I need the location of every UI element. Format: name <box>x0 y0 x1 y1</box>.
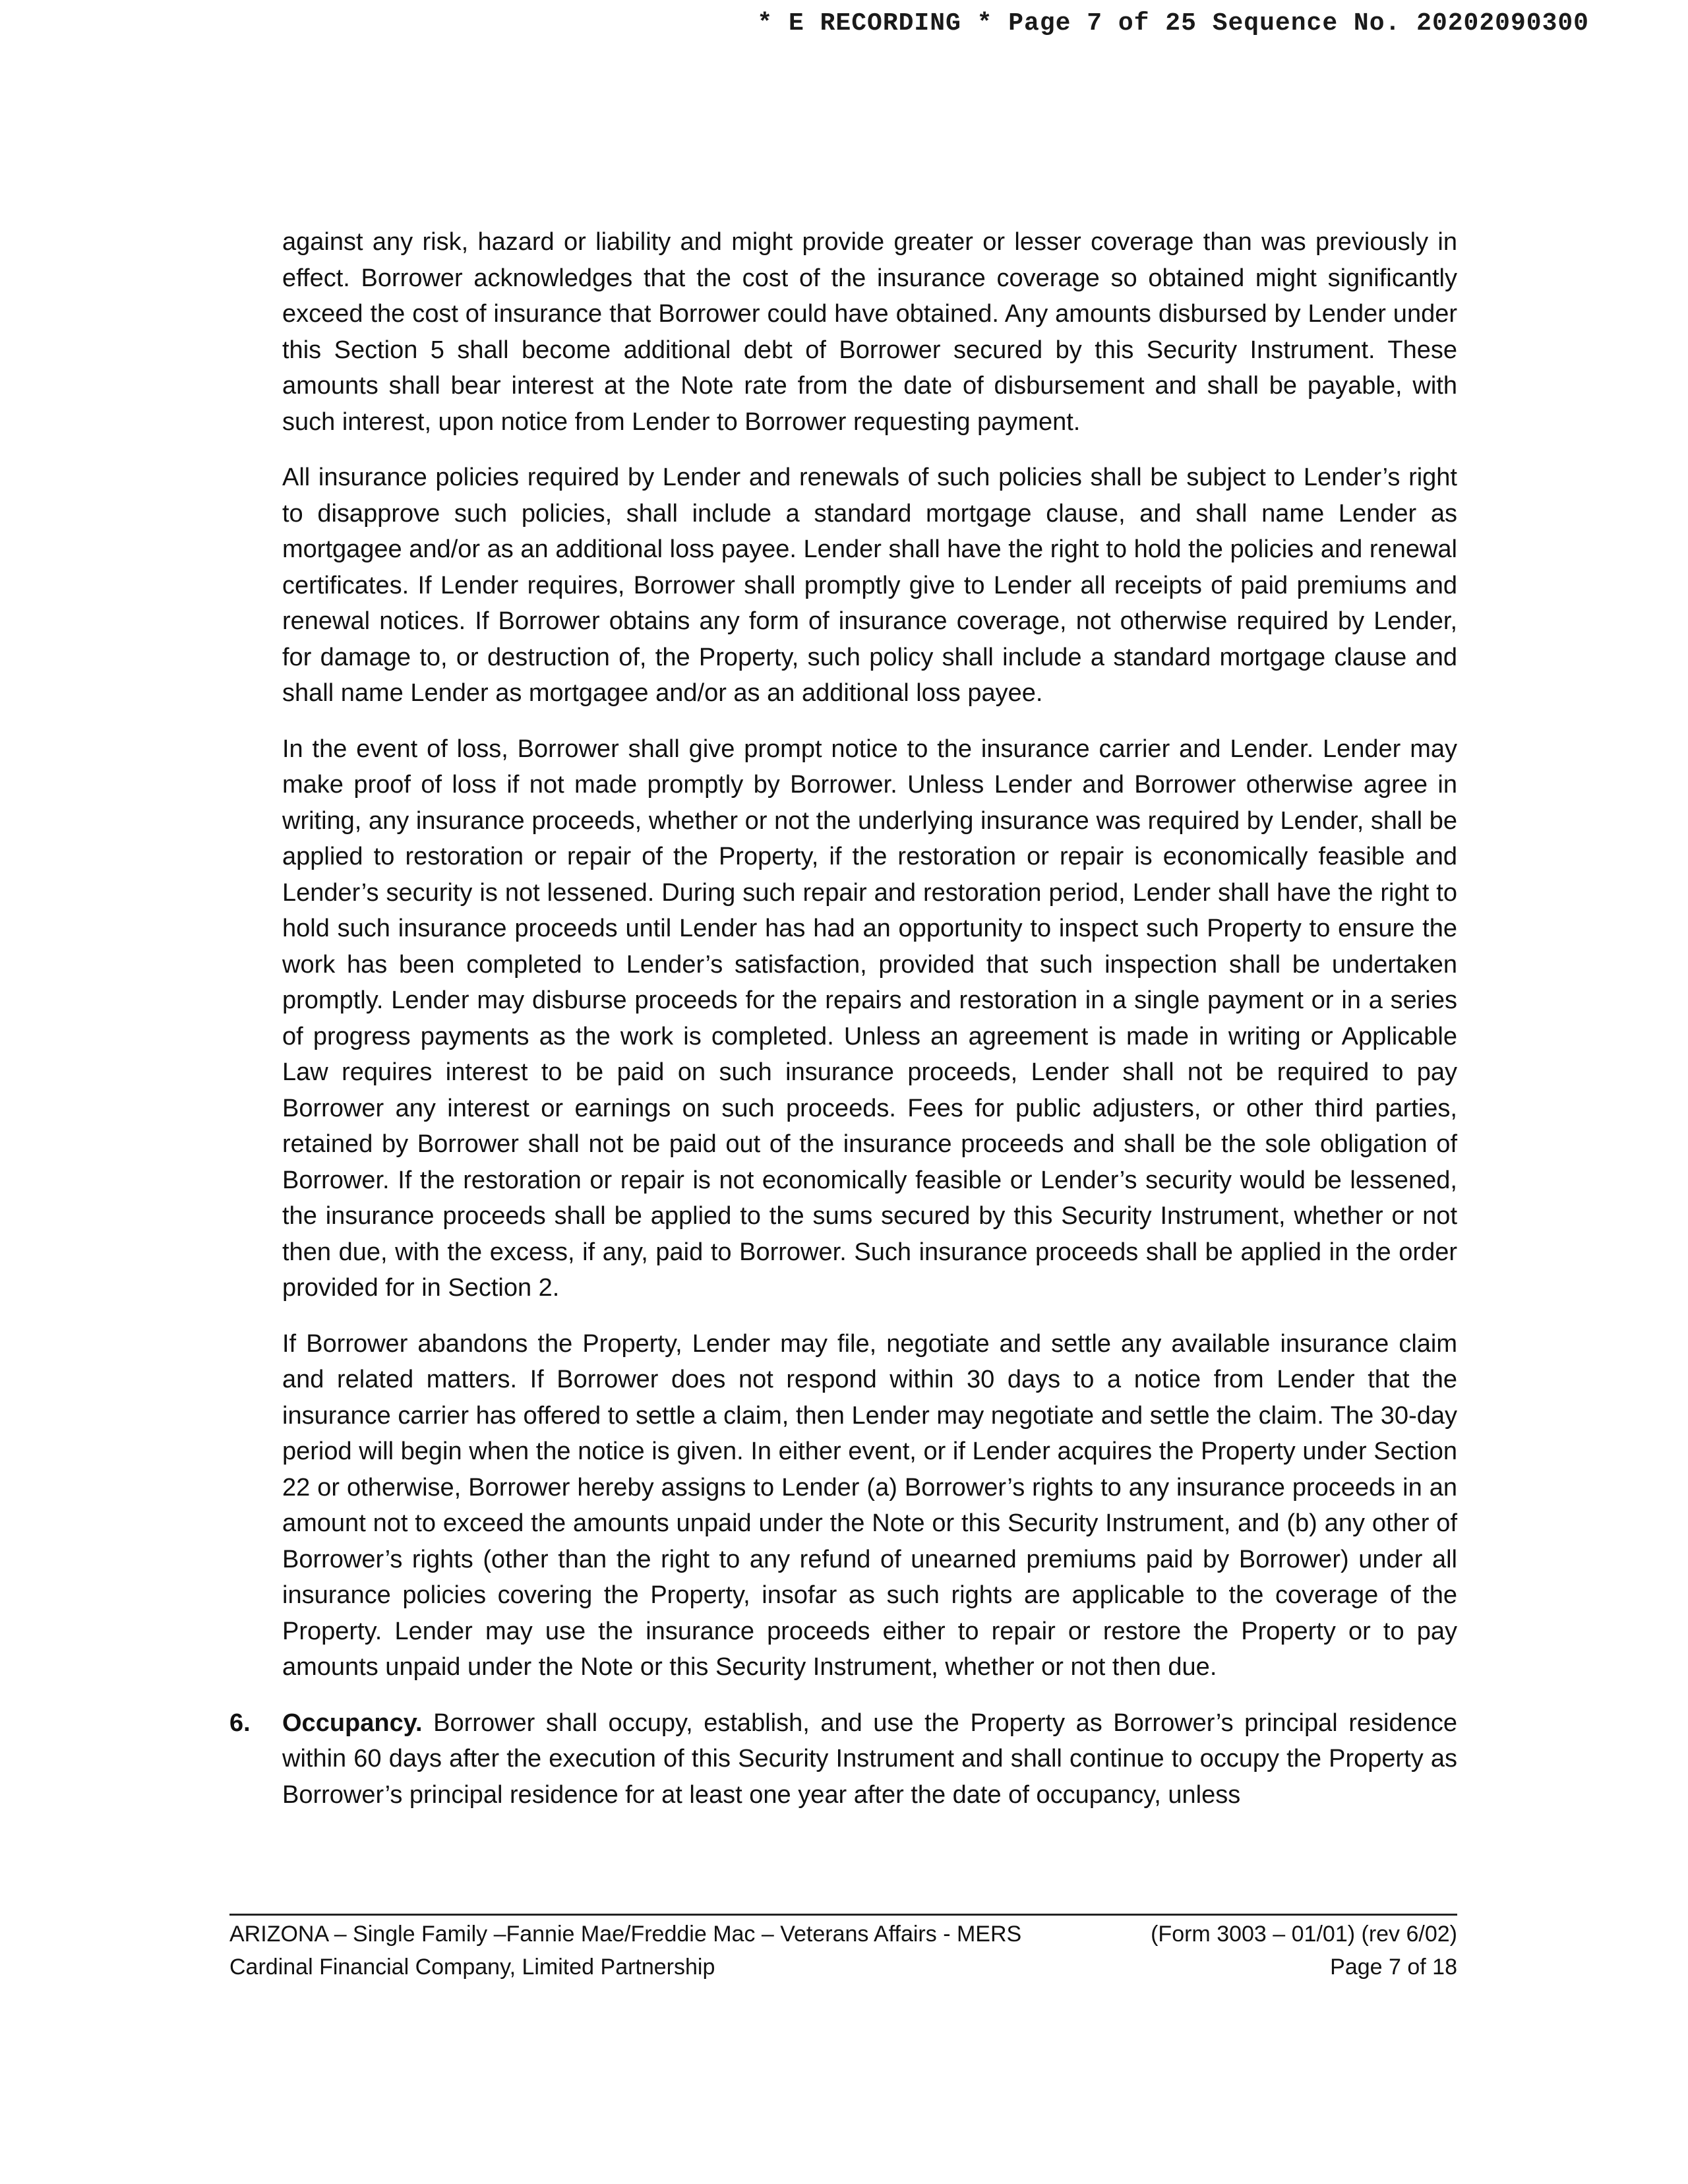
paragraph-insurance-coverage: against any risk, hazard or liability and might provide greater or lesser coverage than was previously in effect. Borrower acknowledges that the cost of the insurance coverage so obtained might significantly exceed the cost of insurance that Borrower could have obtained. Any amounts disbursed by Lender under this Section 5 shall become additional debt of Borrower secured by this Security Instrument. These amounts shall bear interest at the Note rate from the date of disbursement and shall be payable, with such interest, upon notice from Lender to Borrower requesting payment. <box>282 228 1457 436</box>
section-text: Borrower shall occupy, establish, and use the Property as Borrower’s principal residence within 60 days after the execution of this Security Instrument and shall continue to occupy the Property as Borrower’s principal residence for at least one year after the date of occupancy, unless <box>282 1709 1457 1809</box>
document-body <box>229 224 1457 1833</box>
section-6-paragraph <box>282 1705 1457 1813</box>
section-heading: Occupancy. <box>282 1709 423 1737</box>
recording-header: * E RECORDING * Page 7 of 25 Sequence No. 20202090300 <box>757 9 1589 38</box>
footer-form-number: (Form 3003 – 01/01) (rev 6/02) <box>1151 1922 1457 1947</box>
section-6-occupancy <box>229 1705 1457 1813</box>
footer-left <box>229 1918 1021 1984</box>
footer-lender-name: Cardinal Financial Company, Limited Partnership <box>229 1955 715 1980</box>
footer-page-number: Page 7 of 18 <box>1330 1955 1457 1980</box>
footer-form-title: ARIZONA – Single Family –Fannie Mae/Freddie Mac – Veterans Affairs - MERS <box>229 1922 1022 1947</box>
paragraph-insurance-policies: All insurance policies required by Lender and renewals of such policies shall be subject to Lender’s right to disapprove such policies, shall include a standard mortgage clause, and shall name Lender as mortgagee and/or as an additional loss payee. Lender shall have the right to hold the policies and renewal certificates. If Lender requires, Borrower shall promptly give to Lender all receipts of paid premiums and renewal notices. If Borrower obtains any form of insurance coverage, not otherwise required by Lender, for damage to, or destruction of, the Property, such policy shall include a standard mortgage clause and shall name Lender as mortgagee and/or as an additional loss payee. <box>282 464 1457 707</box>
paragraph-abandonment: If Borrower abandons the Property, Lender may file, negotiate and settle any available insurance claim and related matters. If Borrower does not respond within 30 days to a notice from Lender that the insurance carrier has offered to settle a claim, then Lender may negotiate and settle the claim. The 30-day period will begin when the notice is given. In either event, or if Lender acquires the Property under Section 22 or otherwise, Borrower hereby assigns to Lender (a) Borrower’s rights to any insurance proceeds in an amount not to exceed the amounts unpaid under the Note or this Security Instrument, and (b) any other of Borrower’s rights (other than the right to any refund of unearned premiums paid by Borrower) under all insurance policies covering the Property, insofar as such rights are applicable to the coverage of the Property. Lender may use the insurance proceeds either to repair or restore the Property or to pay amounts unpaid under the Note or this Security Instrument, whether or not then due. <box>282 1329 1457 1681</box>
paragraph-event-of-loss: In the event of loss, Borrower shall give prompt notice to the insurance carrier and Lender. Lender may make proof of loss if not made promptly by Borrower. Unless Lender and Borrower otherwise agree in writing, any insurance proceeds, whether or not the underlying insurance was required by Lender, shall be applied to restoration or repair of the Property, if the restoration or repair is economically feasible and Lender’s security is not lessened. During such repair and restoration period, Lender shall have the right to hold such insurance proceeds until Lender has had an opportunity to inspect such Property to ensure the work has been completed to Lender’s satisfaction, provided that such inspection shall be undertaken promptly. Lender may disburse proceeds for the repairs and restoration in a single payment or in a series of progress payments as the work is completed. Unless an agreement is made in writing or Applicable Law requires interest to be paid on such insurance proceeds, Lender shall not be required to pay Borrower any interest or earnings on such proceeds. Fees for public adjusters, or other third parties, retained by Borrower shall not be paid out of the insurance proceeds and shall be the sole obligation of Borrower. If the restoration or repair is not economically feasible or Lender’s security would be lessened, the insurance proceeds shall be applied to the sums secured by this Security Instrument, whether or not then due, with the excess, if any, paid to Borrower. Such insurance proceeds shall be applied in the order provided for in Section 2. <box>282 735 1457 1302</box>
section-number: 6. <box>229 1709 251 1737</box>
footer-right <box>1151 1918 1457 1984</box>
footer-divider <box>229 1914 1457 1916</box>
